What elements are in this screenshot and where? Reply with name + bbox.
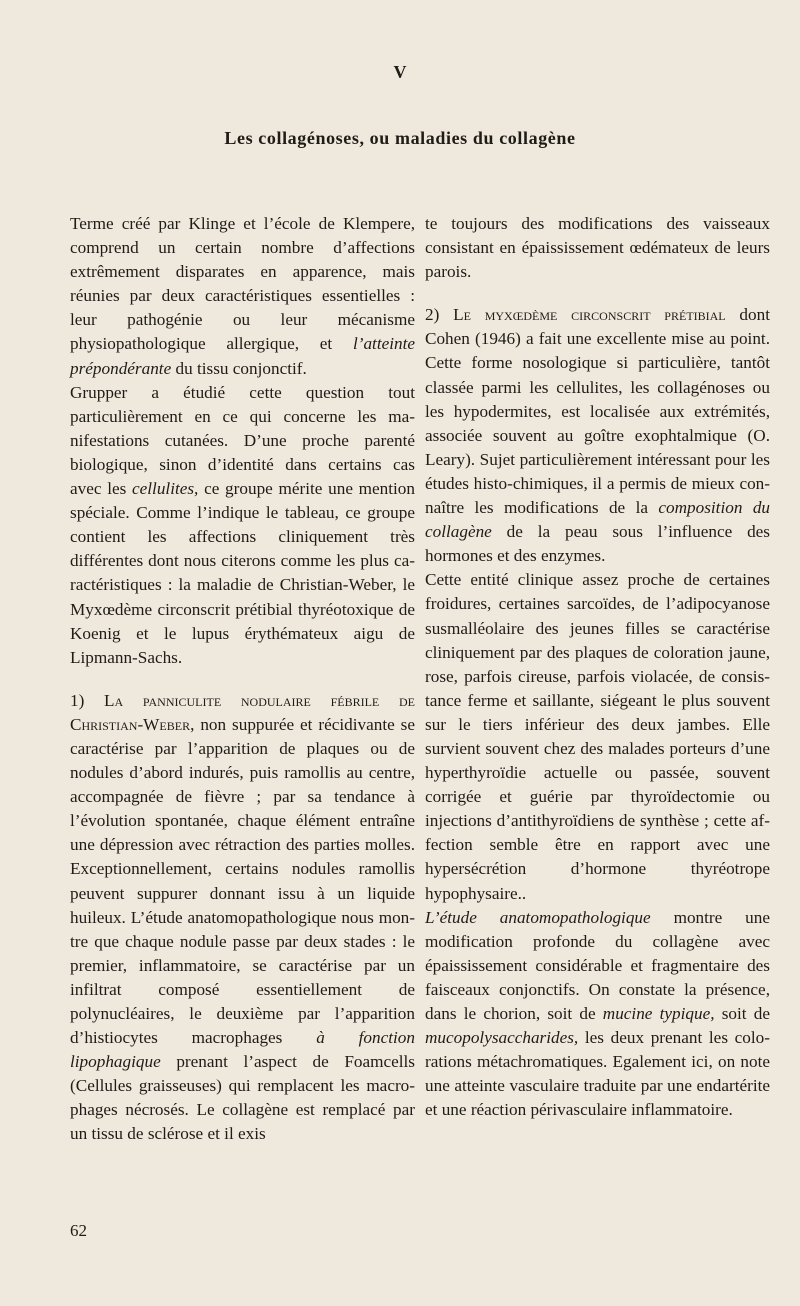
text-run: du tissu conjonctif. <box>171 358 307 378</box>
paragraph-anatomopathology <box>425 906 770 1123</box>
item-number: 1) <box>70 690 105 710</box>
section-heading: La panniculite nodulaire fébrile de Christian-Weber, <box>70 690 415 734</box>
emphasis: à fonction lipophagique <box>70 1028 415 1072</box>
emphasis: mucine typique, <box>602 1004 715 1023</box>
paragraph-continuation: te toujours des modifications des vaisseaux consistant en épaississement œdémateux de leurs parois. <box>425 214 770 282</box>
chapter-title: Les collagénoses, ou maladies du collagène <box>224 128 576 148</box>
emphasis: l’atteinte prépondérante <box>70 334 415 378</box>
left-column <box>70 212 415 1147</box>
text-run: Terme créé par Klinge et l’école de Klempere, comprend un certain nombre d’affections extrêmement disparates en apparence, mais réunies par deux caractéristiques essentielles : leur pathogénie ou leur mécanisme physiopathologique allergique, et <box>70 214 415 354</box>
emphasis: L’étude anatomopathologique <box>425 907 651 927</box>
text-run: de la peau sous l’influence des hormones et des enzymes. <box>425 522 770 566</box>
paragraph-myxoedeme <box>425 303 770 568</box>
paragraph-grupper <box>70 381 415 670</box>
emphasis: composition du collagène <box>425 498 771 542</box>
text-run: les deux prenant les colorations métachromatiques. Egalement ici, on note une atteinte vasculaire traduite par une endartérite et une réaction périvasculaire inflammatoire. <box>425 1028 770 1120</box>
chapter-number: V <box>393 62 407 82</box>
emphasis: cellulites, <box>132 479 199 499</box>
text-run: soit de <box>714 1004 770 1023</box>
item-number: 2) <box>425 305 454 325</box>
text-run: ce groupe mérite une mention spéciale. Comme l’indique le tableau, ce groupe contient les affections cliniquement très différentes dont nous citerons comme les plus caractéristiques : la maladie de Christian-Weber, le Myxœdème circonscrit prétibial thyréotoxique de Koenig et le lupus érythémateux aigu de Lipmann-Sachs. <box>70 479 415 667</box>
paragraph-christian-weber <box>70 689 415 1147</box>
section-heading: Le myxœdème circonscrit prétibial <box>453 305 726 325</box>
paragraph-clinical: Cette entité clinique assez proche de certaines froidures, certaines sarcoïdes, de l’adipocyanose susmalléolaire des jeunes filles se caractérise cliniquement par des plaques de coloration jaune, rose, parfois cireuse, parfois violacée, de consistance ferme et saillante, siégeant le plus souvent sur le tiers inférieur des deux jambes. Elle survient souvent chez des malades porteurs d’une hyperthyroïdie actuelle ou passée, souvent corrigée et guérie par thyroïdectomie ou injections d’antithyroïdiens de synthèse ; cette affection semble être en rapport avec une hypersécrétion d’hormone thyréotrope hypophysaire.. <box>425 570 770 903</box>
text-run: prenant l’aspect de Foamcells (Cellules graisseuses) qui remplacent les macrophages nécrosés. Le collagène est remplacé par un tissu de sclérose et il exis <box>70 1052 415 1144</box>
paragraph-intro <box>70 212 415 381</box>
text-run: Grupper a étudié cette question tout particulièrement en ce qui concerne les manifestations cutanées. D’une proche parenté biologique, sinon d’identité dans certains cas avec les <box>70 382 415 499</box>
page-number: 62 <box>70 1221 87 1240</box>
right-column <box>425 212 770 1122</box>
text-run: dont Cohen (1946) a fait une excellente mise au point. Cette forme nosologique si particulière, tantôt classée parmi les cellulites, les collagénoses ou les hypodermites, est localisée aux extrémités, associée souvent au goître exophtalmique (O. Leary). Sujet particulièrement intéressant pour les études histo-chimiques, il a permis de mieux connaître les modifications de la <box>425 305 770 518</box>
text-run: non suppurée et récidivante se caractérise par l’apparition de plaques ou de nodules d’abord indurés, puis ramollis au centre, accompagnée de fièvre ; par sa tendance à l’évolution spontanée, chaque élément entraîne une dépression avec rétraction des parties molles. Exceptionnellement, certains nodules ramollis peuvent suppurer donnant issu à un liquide huileux. L’étude anatomopathologique nous montre que chaque nodule passe par deux stades : le premier, inflammatoire, se caractérise par un infiltrat composé essentiellement de polynucléaires, le deuxième par l’apparition d’histiocytes macrophages <box>70 714 415 1048</box>
emphasis: mucopolysaccharides, <box>425 1028 579 1048</box>
text-run: montre une modification profonde du collagène avec épaississement considérable et fragmentaire des faisceaux conjonctifs. On constate la présence, dans le chorion, soit de <box>425 907 770 1023</box>
